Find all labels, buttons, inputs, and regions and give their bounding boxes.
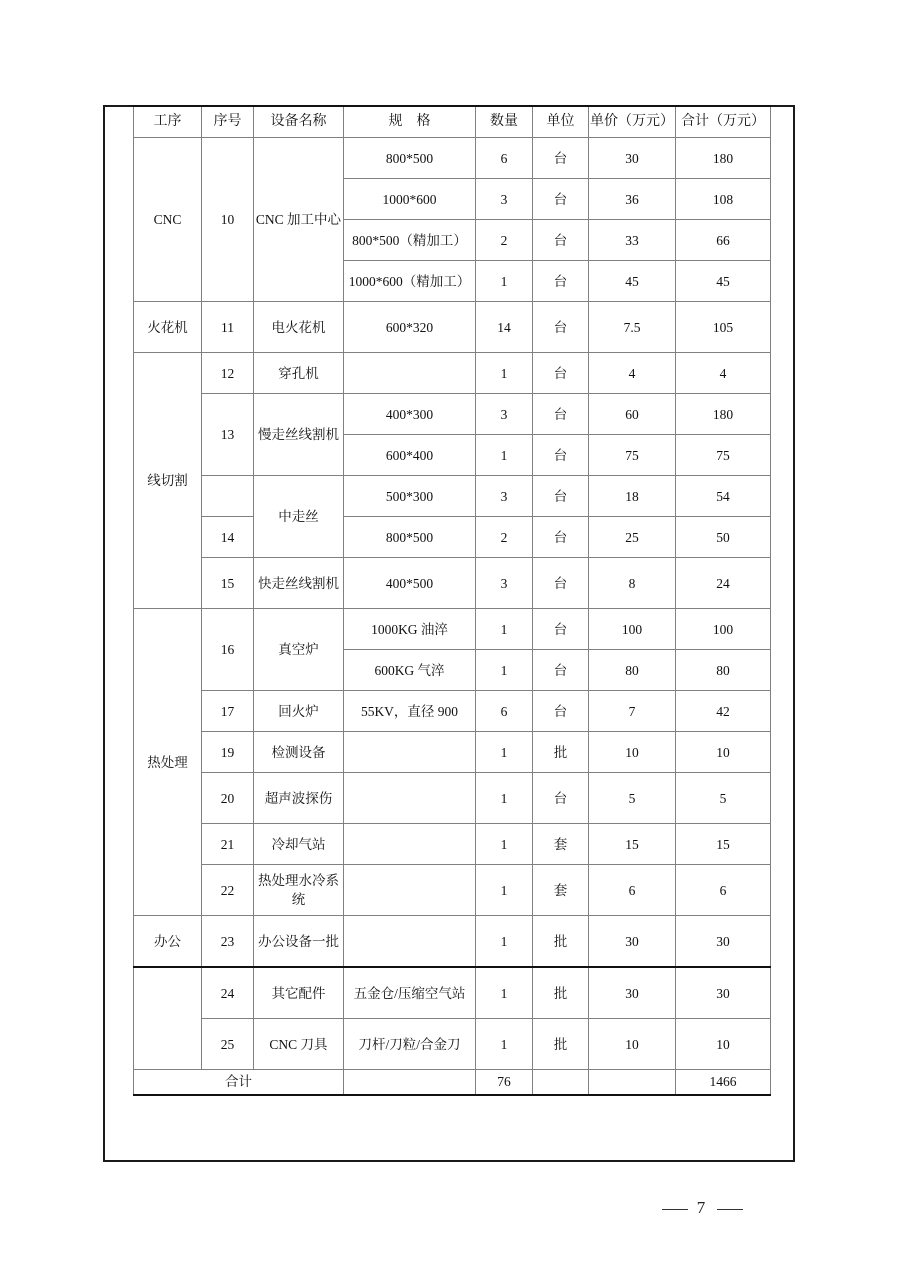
cell-index-blank	[202, 476, 254, 517]
page-number-dash-right	[717, 1209, 743, 1210]
cell-qty: 1	[476, 435, 533, 476]
cell-total: 100	[676, 609, 771, 650]
table-row	[134, 865, 771, 916]
cell-total: 42	[676, 691, 771, 732]
header-process: 工序	[134, 106, 202, 138]
cell-unit: 台	[533, 609, 589, 650]
cell-total: 108	[676, 179, 771, 220]
equipment-table-container	[133, 105, 770, 1096]
cell-equipment-name: 办公设备一批	[254, 916, 344, 968]
cell-total: 10	[676, 1019, 771, 1070]
cell-index: 13	[202, 394, 254, 476]
cell-price: 30	[589, 916, 676, 968]
cell-qty: 1	[476, 1019, 533, 1070]
cell-qty: 1	[476, 967, 533, 1019]
cell-spec	[344, 865, 476, 916]
cell-unit: 台	[533, 773, 589, 824]
cell-index: 23	[202, 916, 254, 968]
total-quantity: 76	[476, 1070, 533, 1095]
cell-spec: 1000KG 油淬	[344, 609, 476, 650]
cell-spec: 400*500	[344, 558, 476, 609]
table-row	[134, 1019, 771, 1070]
cell-price: 6	[589, 865, 676, 916]
cell-process: 办公	[134, 916, 202, 968]
cell-qty: 1	[476, 865, 533, 916]
cell-qty: 6	[476, 138, 533, 179]
cell-unit: 台	[533, 261, 589, 302]
cell-unit: 批	[533, 732, 589, 773]
cell-equipment-name: 慢走丝线割机	[254, 394, 344, 476]
cell-qty: 2	[476, 517, 533, 558]
cell-unit: 套	[533, 824, 589, 865]
equipment-investment-table	[133, 105, 771, 1096]
header-unit-price: 单价（万元）	[589, 106, 676, 138]
cell-qty: 1	[476, 916, 533, 968]
cell-price: 45	[589, 261, 676, 302]
cell-process: 热处理	[134, 609, 202, 916]
table-row	[134, 967, 771, 1019]
cell-unit: 台	[533, 650, 589, 691]
cell-qty: 1	[476, 824, 533, 865]
cell-unit: 批	[533, 1019, 589, 1070]
cell-total: 4	[676, 353, 771, 394]
cell-price: 75	[589, 435, 676, 476]
table-row	[134, 394, 771, 435]
total-unit	[533, 1070, 589, 1095]
cell-price: 15	[589, 824, 676, 865]
cell-qty: 1	[476, 773, 533, 824]
cell-spec	[344, 353, 476, 394]
cell-index: 10	[202, 138, 254, 302]
table-row	[134, 476, 771, 517]
cell-unit: 批	[533, 967, 589, 1019]
cell-unit: 台	[533, 558, 589, 609]
cell-equipment-name: 快走丝线割机	[254, 558, 344, 609]
cell-process	[134, 967, 202, 1070]
cell-equipment-name: 穿孔机	[254, 353, 344, 394]
table-header-row	[134, 106, 771, 138]
cell-process: 线切割	[134, 353, 202, 609]
cell-spec: 400*300	[344, 394, 476, 435]
cell-total: 30	[676, 916, 771, 968]
cell-equipment-name: 其它配件	[254, 967, 344, 1019]
cell-total: 45	[676, 261, 771, 302]
cell-price: 5	[589, 773, 676, 824]
page-number-value: 7	[696, 1198, 709, 1217]
cell-equipment-name: 回火炉	[254, 691, 344, 732]
cell-total: 10	[676, 732, 771, 773]
cell-equipment-name: 超声波探伤	[254, 773, 344, 824]
cell-price: 33	[589, 220, 676, 261]
cell-spec: 800*500	[344, 517, 476, 558]
header-unit: 单位	[533, 106, 589, 138]
cell-price: 30	[589, 138, 676, 179]
cell-unit: 台	[533, 179, 589, 220]
cell-index: 19	[202, 732, 254, 773]
page-number-dash-left	[662, 1209, 688, 1210]
cell-total: 30	[676, 967, 771, 1019]
cell-unit: 台	[533, 302, 589, 353]
cell-unit: 台	[533, 476, 589, 517]
cell-spec: 800*500（精加工）	[344, 220, 476, 261]
cell-unit: 台	[533, 220, 589, 261]
cell-process: CNC	[134, 138, 202, 302]
cell-price: 10	[589, 732, 676, 773]
cell-spec: 600KG 气淬	[344, 650, 476, 691]
table-row	[134, 916, 771, 968]
header-index: 序号	[202, 106, 254, 138]
header-equipment-name: 设备名称	[254, 106, 344, 138]
cell-total: 15	[676, 824, 771, 865]
cell-index: 14	[202, 517, 254, 558]
cell-unit: 台	[533, 435, 589, 476]
cell-unit: 台	[533, 353, 589, 394]
cell-qty: 1	[476, 732, 533, 773]
cell-equipment-name: 电火花机	[254, 302, 344, 353]
cell-spec: 600*400	[344, 435, 476, 476]
cell-spec: 600*320	[344, 302, 476, 353]
table-row	[134, 302, 771, 353]
cell-spec	[344, 732, 476, 773]
cell-equipment-name: 冷却气站	[254, 824, 344, 865]
cell-equipment-name: 热处理水冷系统	[254, 865, 344, 916]
cell-unit: 台	[533, 691, 589, 732]
page-number	[0, 1198, 900, 1218]
cell-total: 24	[676, 558, 771, 609]
cell-price: 30	[589, 967, 676, 1019]
cell-index: 21	[202, 824, 254, 865]
cell-process: 火花机	[134, 302, 202, 353]
cell-qty: 3	[476, 394, 533, 435]
cell-price: 80	[589, 650, 676, 691]
cell-index: 16	[202, 609, 254, 691]
total-label: 合计	[134, 1070, 344, 1095]
header-quantity: 数量	[476, 106, 533, 138]
cell-price: 100	[589, 609, 676, 650]
table-row	[134, 517, 771, 558]
table-row	[134, 138, 771, 179]
cell-price: 7.5	[589, 302, 676, 353]
cell-index: 25	[202, 1019, 254, 1070]
cell-index: 11	[202, 302, 254, 353]
cell-total: 105	[676, 302, 771, 353]
cell-price: 8	[589, 558, 676, 609]
cell-unit: 台	[533, 138, 589, 179]
cell-unit: 套	[533, 865, 589, 916]
table-row	[134, 691, 771, 732]
total-unit-price	[589, 1070, 676, 1095]
cell-total: 6	[676, 865, 771, 916]
cell-index: 12	[202, 353, 254, 394]
cell-spec: 800*500	[344, 138, 476, 179]
table-total-row	[134, 1070, 771, 1095]
cell-spec: 500*300	[344, 476, 476, 517]
cell-price: 7	[589, 691, 676, 732]
cell-price: 4	[589, 353, 676, 394]
cell-equipment-name: 检测设备	[254, 732, 344, 773]
cell-total: 50	[676, 517, 771, 558]
cell-total: 75	[676, 435, 771, 476]
table-row	[134, 773, 771, 824]
header-total-price: 合计（万元）	[676, 106, 771, 138]
cell-qty: 3	[476, 179, 533, 220]
cell-equipment-name: 真空炉	[254, 609, 344, 691]
cell-qty: 2	[476, 220, 533, 261]
cell-qty: 1	[476, 353, 533, 394]
cell-equipment-name: 中走丝	[254, 476, 344, 558]
cell-spec	[344, 824, 476, 865]
cell-total: 66	[676, 220, 771, 261]
total-spec	[344, 1070, 476, 1095]
cell-index: 17	[202, 691, 254, 732]
cell-spec: 1000*600	[344, 179, 476, 220]
cell-equipment-name: CNC 加工中心	[254, 138, 344, 302]
cell-equipment-name: CNC 刀具	[254, 1019, 344, 1070]
cell-spec	[344, 916, 476, 968]
cell-unit: 批	[533, 916, 589, 968]
cell-price: 18	[589, 476, 676, 517]
cell-total: 54	[676, 476, 771, 517]
cell-index: 24	[202, 967, 254, 1019]
cell-spec: 55KV，直径 900	[344, 691, 476, 732]
header-specification: 规 格	[344, 106, 476, 138]
table-row	[134, 732, 771, 773]
total-amount: 1466	[676, 1070, 771, 1095]
table-row	[134, 824, 771, 865]
cell-total: 80	[676, 650, 771, 691]
cell-price: 36	[589, 179, 676, 220]
cell-total: 180	[676, 394, 771, 435]
cell-qty: 1	[476, 261, 533, 302]
cell-price: 60	[589, 394, 676, 435]
cell-index: 20	[202, 773, 254, 824]
cell-spec: 刀杆/刀粒/合金刀	[344, 1019, 476, 1070]
cell-unit: 台	[533, 517, 589, 558]
cell-price: 10	[589, 1019, 676, 1070]
cell-qty: 1	[476, 650, 533, 691]
cell-qty: 1	[476, 609, 533, 650]
cell-spec: 1000*600（精加工）	[344, 261, 476, 302]
cell-total: 5	[676, 773, 771, 824]
cell-unit: 台	[533, 394, 589, 435]
cell-qty: 3	[476, 558, 533, 609]
cell-qty: 14	[476, 302, 533, 353]
cell-qty: 3	[476, 476, 533, 517]
cell-qty: 6	[476, 691, 533, 732]
cell-index: 22	[202, 865, 254, 916]
table-row	[134, 558, 771, 609]
cell-total: 180	[676, 138, 771, 179]
table-row	[134, 609, 771, 650]
cell-spec	[344, 773, 476, 824]
cell-index: 15	[202, 558, 254, 609]
cell-price: 25	[589, 517, 676, 558]
table-row	[134, 353, 771, 394]
cell-spec: 五金仓/压缩空气站	[344, 967, 476, 1019]
